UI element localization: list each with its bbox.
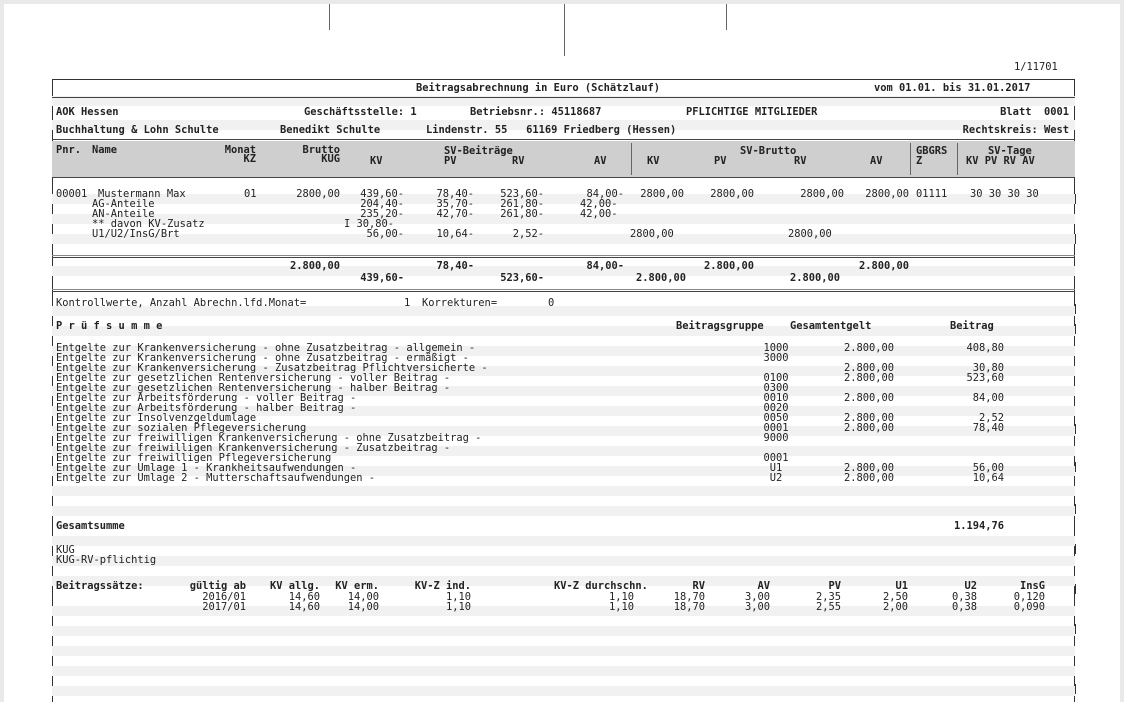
edge-tick <box>1075 462 1076 472</box>
ag-pv: 35,70- <box>436 198 474 210</box>
pruef-row-label: Entgelte zur Krankenversicherung - Zusatzbeitrag Pflichtversicherte - <box>56 362 488 374</box>
separator-tick <box>726 4 727 30</box>
divider <box>52 257 1075 258</box>
pruef-row-group: 3000 <box>763 352 789 364</box>
rates-header: InsG <box>1019 580 1045 592</box>
insurer-name: AOK Hessen <box>56 106 119 118</box>
employee-kv: 439,60- <box>360 188 404 200</box>
rates-cell: 2016/01 <box>202 591 246 603</box>
ag-rv: 261,80- <box>500 198 544 210</box>
total-b-pv: 2.800,00 <box>703 260 754 272</box>
employee-pv: 78,40- <box>436 188 474 200</box>
separator-tick <box>329 4 330 30</box>
pruef-row-label: Entgelte zur Krankenversicherung - ohne Zusatzbeitrag - allgemein - <box>56 342 476 354</box>
separator-tick <box>564 4 565 56</box>
an-pv: 42,70- <box>436 208 474 220</box>
employee-av: 84,00- <box>586 188 624 200</box>
pruef-row-contrib: 78,40 <box>972 422 1004 434</box>
pruef-row-group: 0100 <box>763 372 789 384</box>
col-av2: AV <box>870 155 883 167</box>
col-brutto: Brutto <box>302 144 340 156</box>
pruef-row-label: Entgelte zur Insolvenzgeldumlage <box>56 412 257 424</box>
col-name: Name <box>92 144 118 156</box>
employee-pnr: 00001 <box>56 188 88 200</box>
gesamtsumme-value: 1.194,76 <box>953 520 1004 532</box>
employee-gbgrs: 01111 <box>916 188 948 200</box>
col-tage-kv-pv-rv-av: KV PV RV AV <box>966 155 1035 167</box>
ag-kv: 204,40- <box>360 198 404 210</box>
divider <box>52 139 1075 140</box>
u-label: U1/U2/InsG/Brt <box>92 228 180 240</box>
col-sv-brutto: SV-Brutto <box>740 145 797 157</box>
ag-label: AG-Anteile <box>92 198 155 210</box>
row-band <box>52 536 1075 546</box>
rates-cell: 18,70 <box>673 601 705 613</box>
divider <box>52 255 1075 256</box>
row-band <box>52 646 1075 656</box>
sheet-number: Blatt 0001 <box>1000 106 1069 118</box>
pruef-row-label: Entgelte zur freiwilligen Pflegeversicherung <box>56 452 332 464</box>
rates-cell: 0,38 <box>951 601 977 613</box>
an-av: 42,00- <box>580 208 618 220</box>
rates-cell: 3,00 <box>744 601 770 613</box>
divider <box>52 289 1075 290</box>
employer-address: Lindenstr. 55 61169 Friedberg (Hessen) <box>426 124 677 136</box>
divider <box>52 291 1075 292</box>
total-av: 84,00- <box>586 260 624 272</box>
pruef-row-label: Entgelte zur Arbeitsförderung - voller Beitrag - <box>56 392 357 404</box>
divider <box>52 177 1075 178</box>
rates-cell: 14,60 <box>288 601 320 613</box>
pruef-row-contrib: 2,52 <box>978 412 1004 424</box>
rates-cell: 0,090 <box>1013 601 1045 613</box>
pruef-row-contrib: 10,64 <box>972 472 1004 484</box>
rates-header: KV-Z durchschn. <box>554 580 648 592</box>
pruef-row-contrib: 523,60 <box>966 372 1004 384</box>
rates-cell: 1,10 <box>445 591 471 603</box>
rates-header: gültig ab <box>189 580 246 592</box>
pruef-row-contrib: 408,80 <box>966 342 1004 354</box>
col-av: AV <box>594 155 607 167</box>
edge-tick <box>1075 584 1076 594</box>
u1-value: 56,00- <box>366 228 404 240</box>
pruef-row-total: 2.800,00 <box>843 422 894 434</box>
member-category: PFLICHTIGE MITGLIEDER <box>686 106 818 118</box>
rates-cell: 2017/01 <box>202 601 246 613</box>
page-number: 1/11701 <box>1014 61 1058 73</box>
col-monat: Monat <box>224 144 256 156</box>
pruef-row-group: 0050 <box>763 412 789 424</box>
pruef-row-label: Entgelte zur Umlage 2 - Mutterschaftsaufwendungen - <box>56 472 376 484</box>
edge-tick <box>1075 194 1076 204</box>
pruef-row-label: Entgelte zur gesetzlichen Rentenversicherung - voller Beitrag - <box>56 372 451 384</box>
report-period: vom 01.01. bis 31.01.2017 <box>874 82 1031 94</box>
u2-value: 10,64- <box>436 228 474 240</box>
row-band <box>52 556 1075 566</box>
kug-rv-label: KUG-RV-pflichtig <box>56 554 157 566</box>
edge-tick <box>1075 324 1076 334</box>
pruef-row-total: 2.800,00 <box>843 372 894 384</box>
edge-tick <box>1075 504 1076 514</box>
row-band <box>52 666 1075 676</box>
ag-av: 42,00- <box>580 198 618 210</box>
col-pv: PV <box>444 155 457 167</box>
total-b-rv: 2.800,00 <box>789 272 840 284</box>
pruef-row-total: 2.800,00 <box>843 362 894 374</box>
u-brt-rv: 2800,00 <box>788 228 832 240</box>
divider <box>52 97 1075 98</box>
rates-cell: 2,00 <box>882 601 908 613</box>
col-kv: KV <box>370 155 383 167</box>
rates-header: U2 <box>964 580 977 592</box>
pruef-row-label: Entgelte zur Krankenversicherung - ohne Zusatzbeitrag - ermäßigt - <box>56 352 469 364</box>
rates-cell: 14,60 <box>288 591 320 603</box>
korrekturen-label: Korrekturen= <box>422 297 498 309</box>
employee-rv: 523,60- <box>500 188 544 200</box>
rates-header: KV-Z ind. <box>414 580 471 592</box>
rates-cell: 1,10 <box>608 601 634 613</box>
row-band <box>52 326 1075 336</box>
rates-cell: 2,35 <box>815 591 841 603</box>
divider <box>957 143 958 175</box>
report-title: Beitragsabrechnung in Euro (Schätzlauf) <box>416 82 660 94</box>
korrekturen-count: 0 <box>548 297 555 309</box>
rates-cell: 2,55 <box>815 601 841 613</box>
employee-b-pv: 2800,00 <box>710 188 754 200</box>
row-band <box>52 214 1075 224</box>
employee-name: Mustermann Max <box>98 188 186 200</box>
row-band <box>52 234 1075 244</box>
rates-header: KV erm. <box>335 580 379 592</box>
pruef-row-label: Entgelte zur sozialen Pflegeversicherung <box>56 422 307 434</box>
u-brt-kv: 2800,00 <box>630 228 674 240</box>
an-kv: 235,20- <box>360 208 404 220</box>
pruef-row-group: U2 <box>769 472 783 484</box>
control-label: Kontrollwerte, Anzahl Abrechn.lfd.Monat= <box>56 297 307 309</box>
pruef-row-group: 1000 <box>763 342 789 354</box>
total-b-kv: 2.800,00 <box>635 272 686 284</box>
insg-value: 2,52- <box>512 228 544 240</box>
edge-tick <box>1075 424 1076 434</box>
rates-header: PV <box>828 580 841 592</box>
pruef-row-total: 2.800,00 <box>843 462 894 474</box>
pruef-row-label: Entgelte zur freiwilligen Krankenversicherung - Zusatzbeitrag - <box>56 442 451 454</box>
zusatz-label: ** davon KV-Zusatz <box>92 218 205 230</box>
company-number: Betriebsnr.: 45118687 <box>470 106 602 118</box>
rates-cell: 0,38 <box>951 591 977 603</box>
pruef-row-group: 0010 <box>763 392 789 404</box>
pruef-row-total: 2.800,00 <box>843 342 894 354</box>
total-pv: 78,40- <box>436 260 474 272</box>
contact-name: Benedikt Schulte <box>280 124 381 136</box>
report-sheet <box>4 4 1120 702</box>
employee-brutto: 2800,00 <box>296 188 340 200</box>
pruef-row-total: 2.800,00 <box>843 392 894 404</box>
rates-header: AV <box>757 580 770 592</box>
pruef-row-label: Entgelte zur Arbeitsförderung - halber Beitrag - <box>56 402 357 414</box>
rates-cell: 18,70 <box>673 591 705 603</box>
col-beitrag: Beitrag <box>950 320 994 332</box>
total-kv: 439,60- <box>360 272 404 284</box>
col-gbgrs-z: Z <box>916 155 923 167</box>
col-pnr: Pnr. <box>56 144 82 156</box>
employee-monat: 01 <box>244 188 257 200</box>
col-rv2: RV <box>794 155 807 167</box>
pruef-row-group: 9000 <box>763 432 789 444</box>
pruef-row-contrib: 84,00 <box>972 392 1004 404</box>
pruef-row-group: 0001 <box>763 422 789 434</box>
row-band <box>52 486 1075 496</box>
col-kz: KZ <box>243 153 256 165</box>
zusatz-value: I 30,80- <box>344 218 395 230</box>
pruef-row-group: U1 <box>769 462 783 474</box>
employee-b-av: 2800,00 <box>865 188 909 200</box>
rates-header: KV allg. <box>269 580 320 592</box>
rates-cell: 1,10 <box>608 591 634 603</box>
col-gesamtentgelt: Gesamtentgelt <box>790 320 872 332</box>
col-gbgrs: GBGRS <box>916 145 948 157</box>
pruef-row-group: 0020 <box>763 402 789 414</box>
divider <box>631 143 632 175</box>
col-rv: RV <box>512 155 525 167</box>
employee-b-rv: 2800,00 <box>800 188 844 200</box>
employee-tage: 30 30 30 30 <box>970 188 1039 200</box>
col-kug: KUG <box>321 153 340 165</box>
rates-header: U1 <box>895 580 908 592</box>
rates-cell: 3,00 <box>744 591 770 603</box>
edge-tick <box>1075 544 1076 554</box>
total-rv: 523,60- <box>500 272 544 284</box>
office-number: Geschäftsstelle: 1 <box>304 106 417 118</box>
col-sv-tage: SV-Tage <box>988 145 1032 157</box>
total-b-av: 2.800,00 <box>858 260 909 272</box>
row-band <box>52 506 1075 516</box>
pruef-row-label: Entgelte zur Umlage 1 - Krankheitsaufwendungen - <box>56 462 357 474</box>
pruef-row-label: Entgelte zur gesetzlichen Rentenversicherung - halber Beitrag - <box>56 382 451 394</box>
pruef-row-group: 0300 <box>763 382 789 394</box>
total-brutto: 2.800,00 <box>289 260 340 272</box>
employer-name: Buchhaltung & Lohn Schulte <box>56 124 219 136</box>
rates-cell: 2,50 <box>882 591 908 603</box>
col-pv2: PV <box>714 155 727 167</box>
row-band <box>52 686 1075 696</box>
pruef-row-group: 0001 <box>763 452 789 464</box>
control-count: 1 <box>404 297 411 309</box>
employee-b-kv: 2800,00 <box>640 188 684 200</box>
legal-area: Rechtskreis: West <box>962 124 1069 136</box>
rates-header: RV <box>692 580 705 592</box>
kug-label: KUG <box>56 544 75 556</box>
col-sv-beitraege: SV-Beiträge <box>444 145 513 157</box>
col-kv2: KV <box>647 155 660 167</box>
rates-cell: 14,00 <box>347 601 379 613</box>
pruef-row-contrib: 30,80 <box>972 362 1004 374</box>
rates-cell: 1,10 <box>445 601 471 613</box>
pruefsumme-title: P r ü f s u m m e <box>56 320 163 332</box>
pruef-row-total: 2.800,00 <box>843 472 894 484</box>
pruef-row-total: 2.800,00 <box>843 412 894 424</box>
edge-tick <box>1075 234 1076 244</box>
an-rv: 261,80- <box>500 208 544 220</box>
divider <box>910 143 911 175</box>
rates-cell: 14,00 <box>347 591 379 603</box>
rates-cell: 0,120 <box>1013 591 1045 603</box>
edge-tick <box>1075 624 1076 634</box>
row-band <box>52 626 1075 636</box>
gesamtsumme-label: Gesamtsumme <box>56 520 125 532</box>
edge-tick <box>1075 304 1076 314</box>
col-beitragsgruppe: Beitragsgruppe <box>676 320 764 332</box>
an-label: AN-Anteile <box>92 208 155 220</box>
pruef-row-contrib: 56,00 <box>972 462 1004 474</box>
rates-label: Beitragssätze: <box>56 580 144 592</box>
edge-tick <box>1075 684 1076 694</box>
pruef-row-label: Entgelte zur freiwilligen Krankenversicherung - ohne Zusatzbeitrag - <box>56 432 482 444</box>
